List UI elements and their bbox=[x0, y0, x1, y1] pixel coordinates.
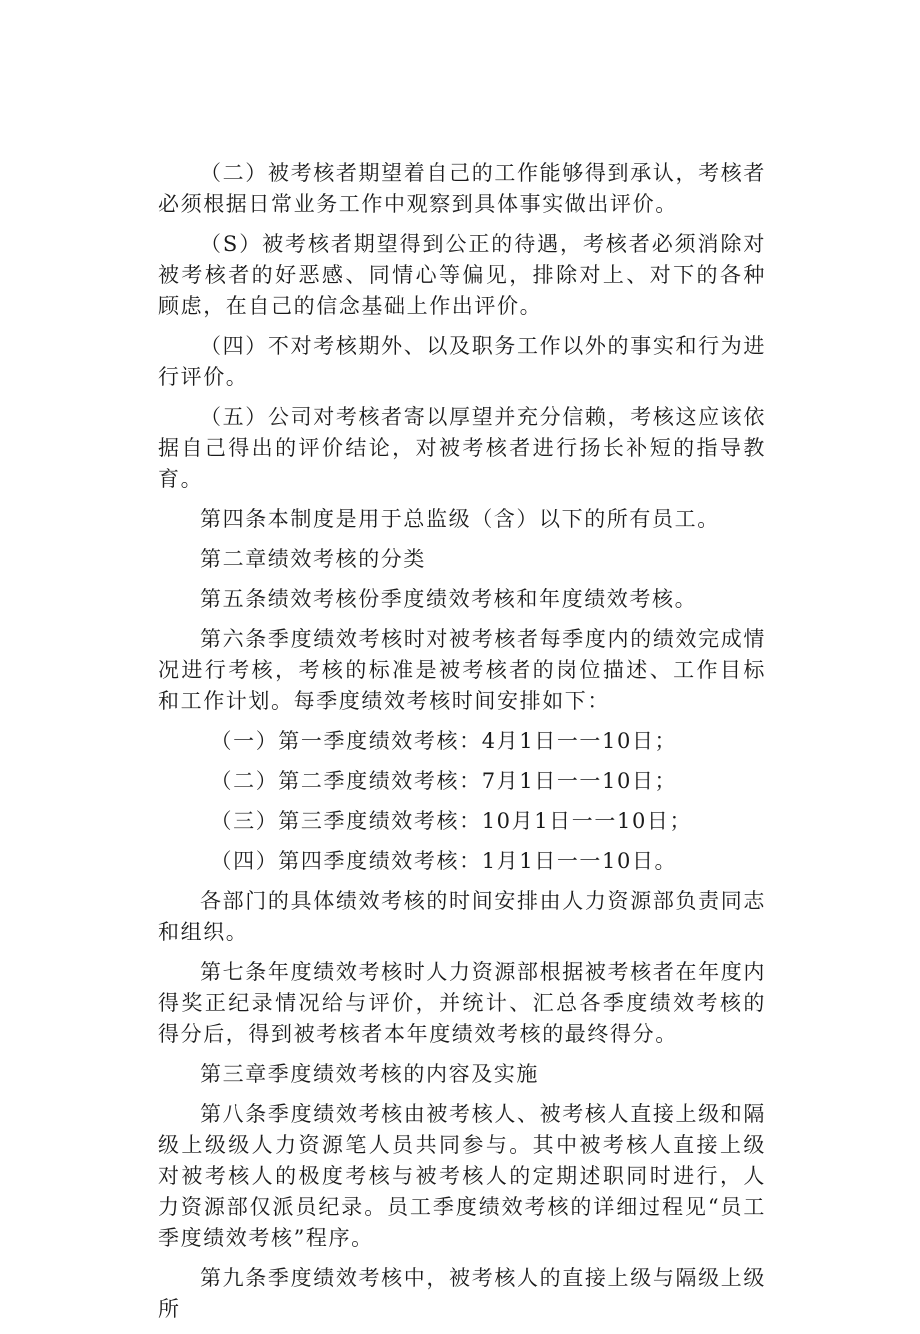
chapter-3-heading: 第三章季度绩效考核的内容及实施 bbox=[200, 1062, 539, 1086]
schedule-item-q2: （二）第二季度绩效考核：7月1日一一10日； bbox=[210, 769, 678, 793]
schedule-item-q4: （四）第四季度绩效考核：1月1日一一10日。 bbox=[210, 849, 678, 873]
paragraph-principle-2: （二）被考核者期望着自己的工作能够得到承认，考核者必须根据日常业务工作中观察到具体事实做出评价。 bbox=[158, 161, 766, 216]
schedule-item-q1: （一）第一季度绩效考核：4月1日一一10日； bbox=[210, 729, 678, 753]
schedule-item-q3: （三）第三季度绩效考核：10月1日一一10日； bbox=[210, 809, 693, 833]
paragraph-principle-4: （四）不对考核期外、以及职务工作以外的事实和行为进行评价。 bbox=[158, 334, 766, 389]
article-8: 第八条季度绩效考核由被考核人、被考核人直接上级和隔级上级级人力资源笔人员共同参与。其中被考核人直接上级对被考核人的极度考核与被考核人的定期述职同时进行，人力资源部仅派员纪录。员工季度绩效考核的详细过程见“员工季度绩效考核”程序。 bbox=[158, 1102, 766, 1250]
paragraph-principle-5: （五）公司对考核者寄以厚望并充分信赖，考核这应该依据自己得出的评价结论，对被考核者进行扬长补短的指导教育。 bbox=[158, 405, 766, 491]
article-6: 第六条季度绩效考核时对被考核者每季度内的绩效完成情况进行考核，考核的标准是被考核者的岗位描述、工作目标和工作计划。每季度绩效考核时间安排如下： bbox=[158, 627, 766, 713]
chapter-2-heading: 第二章绩效考核的分类 bbox=[200, 547, 426, 571]
article-4: 第四条本制度是用于总监级（含）以下的所有员工。 bbox=[200, 507, 720, 531]
article-7: 第七条年度绩效考核时人力资源部根据被考核者在年度内得奖正纪录情况给与评价，并统计、汇总各季度绩效考核的得分后，得到被考核者本年度绩效考核的最终得分。 bbox=[158, 960, 766, 1046]
document-body bbox=[158, 158, 766, 1334]
article-5: 第五条绩效考核份季度绩效考核和年度绩效考核。 bbox=[200, 587, 698, 611]
paragraph-department-schedule: 各部门的具体绩效考核的时间安排由人力资源部负责同志和组织。 bbox=[158, 889, 766, 944]
paragraph-principle-3: （S）被考核者期望得到公正的待遇，考核者必须消除对被考核者的好恶感、同情心等偏见，排除对上、对下的各种顾虑，在自己的信念基础上作出评价。 bbox=[158, 232, 766, 318]
article-9: 第九条季度绩效考核中，被考核人的直接上级与隔级上级所 bbox=[158, 1266, 766, 1321]
